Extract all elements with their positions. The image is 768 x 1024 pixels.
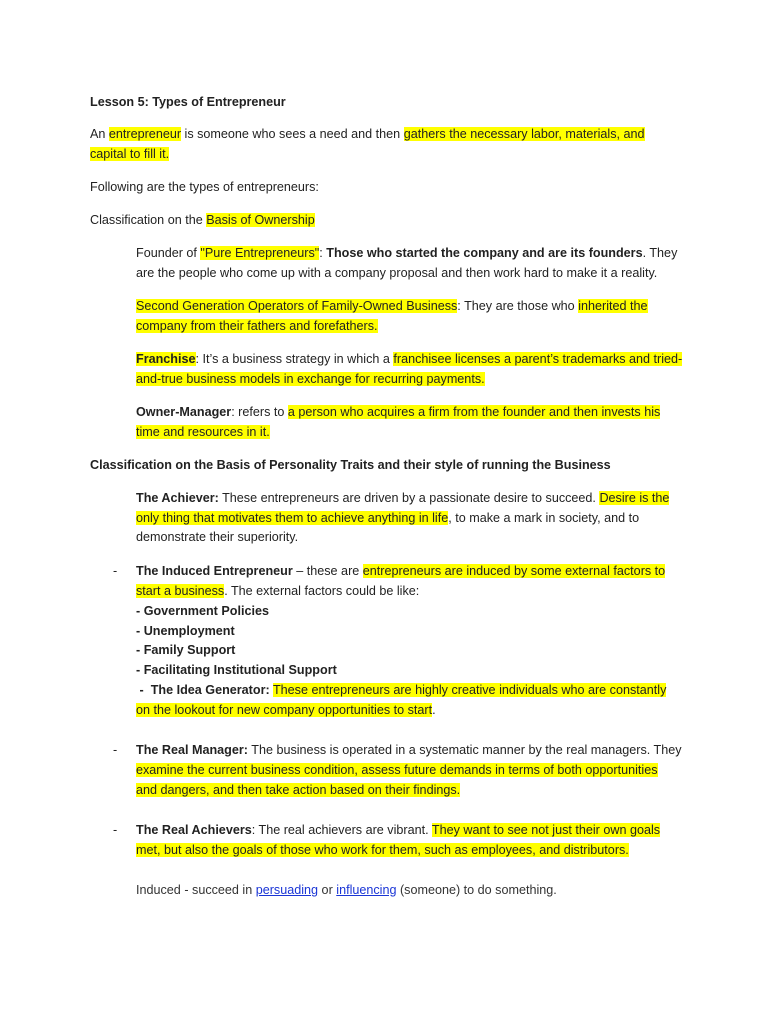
achiever-term: The Achiever: [136,491,219,505]
founder-line-1 [136,245,677,261]
owner-manager-line-2 [136,424,270,440]
intro-line-1 [90,126,645,142]
second-gen-highlight: Second Generation Operators of Family-Owned Business [136,299,458,313]
real-manager-line-2 [136,762,658,778]
personality-heading: Classification on the Basis of Personality Traits and their style of running the Business [90,458,611,472]
founder-text: : [319,246,327,260]
owner-manager-highlight: a person who acquires a firm from the founder and then invests his [287,405,661,419]
induced-text: – these are [292,564,363,578]
achiever-line-1 [136,490,669,506]
definition-text: (someone) to do something. [396,883,557,897]
real-manager-highlight: examine the current business condition, assess future demands in terms of both opportunities [136,763,658,777]
idea-generator-term: - The Idea Generator: [136,683,270,697]
achiever-line-2 [136,510,639,526]
lesson-title: Lesson 5: Types of Entrepreneur [90,95,286,109]
induced-line-2 [136,583,419,599]
definition-text: or [318,883,337,897]
induced-term: The Induced Entrepreneur [136,564,293,578]
second-gen-highlight: company from their fathers and forefathers. [136,319,378,333]
owner-manager-term: Owner-Manager [136,405,232,419]
franchise-highlight: and-true business models in exchange for recurring payments. [136,372,485,386]
second-gen-line-1 [136,298,648,314]
ownership-prefix: Classification on the [90,213,207,227]
factor-item: - Unemployment [136,624,235,638]
idea-generator-highlight: These entrepreneurs are highly creative individuals who are constantly [272,683,667,697]
second-gen-highlight: inherited the [578,299,648,313]
real-manager-highlight: and dangers, and then take action based on their findings. [136,783,461,797]
real-achievers-bullet: - [113,823,118,837]
founder-text: Founder of [136,246,201,260]
idea-generator-highlight: on the lookout for new company opportunities to start [136,703,433,717]
real-achievers-line-1 [136,822,660,838]
real-achievers-highlight: met, but also the goals of those who work for them, such as employees, and distributors. [136,843,629,857]
founder-line-2: are the people who come up with a company proposal and then work hard to make it a reality. [136,266,658,280]
induced-bullet: - [113,564,118,578]
idea-generator-line-2 [136,702,436,718]
intro-highlight-term: entrepreneur [108,127,182,141]
ownership-heading [90,212,315,228]
induced-highlight: entrepreneurs are induced by some external factors to [362,564,666,578]
definition-text: - succeed in [180,883,256,897]
induced-highlight: start a business [136,584,225,598]
real-achievers-line-2 [136,842,629,858]
franchise-highlight: franchisee licenses a parent’s trademarks and tried- [393,352,683,366]
factor-item: - Facilitating Institutional Support [136,663,337,677]
achiever-highlight: Desire is the [599,491,670,505]
ownership-highlight: Basis of Ownership [206,213,315,227]
real-achievers-highlight: They want to see not just their own goals [431,823,661,837]
induced-text: . The external factors could be like: [224,584,420,598]
intro-line-2 [90,146,169,162]
real-manager-text: The business is operated in a systematic manner by the real managers. They [247,743,682,757]
achiever-line-3: demonstrate their superiority. [136,530,299,544]
factor-item: - Government Policies [136,604,269,618]
intro-highlight: gathers the necessary labor, materials, and [403,127,645,141]
idea-generator-end: . [432,703,436,717]
second-gen-line-2 [136,318,378,334]
founder-bold: Those who started the company and are its founders [326,246,643,260]
induced-definition [136,882,557,898]
real-achievers-term: The Real Achievers [136,823,252,837]
founder-text: . They [642,246,678,260]
second-gen-text: : They are those who [457,299,579,313]
achiever-text: These entrepreneurs are driven by a passionate desire to succeed. [218,491,600,505]
real-manager-term: The Real Manager: [136,743,248,757]
real-manager-line-3 [136,782,460,798]
franchise-term: Franchise [136,352,196,366]
achiever-highlight: only thing that motivates them to achieve anything in life [136,511,449,525]
franchise-line-1 [136,351,682,367]
achiever-text: , to make a mark in society, and to [448,511,640,525]
following-text: Following are the types of entrepreneurs: [90,180,319,194]
intro-text: is someone who sees a need and then [181,127,404,141]
intro-text: An [90,127,109,141]
franchise-line-2 [136,371,485,387]
influencing-link[interactable]: influencing [336,883,397,897]
persuading-link[interactable]: persuading [255,883,319,897]
owner-manager-line-1 [136,404,660,420]
owner-manager-highlight: time and resources in it. [136,425,270,439]
real-manager-bullet: - [113,743,118,757]
founder-highlight: "Pure Entrepreneurs" [200,246,320,260]
factor-item: - Family Support [136,643,236,657]
intro-highlight: capital to fill it. [90,147,170,161]
definition-word: Induced [136,883,181,897]
owner-manager-text: : refers to [231,405,288,419]
induced-line-1 [136,563,665,579]
real-manager-line-1 [136,742,682,758]
idea-generator-line-1 [136,682,666,698]
franchise-text: : It’s a business strategy in which a [195,352,394,366]
real-achievers-text: : The real achievers are vibrant. [251,823,432,837]
